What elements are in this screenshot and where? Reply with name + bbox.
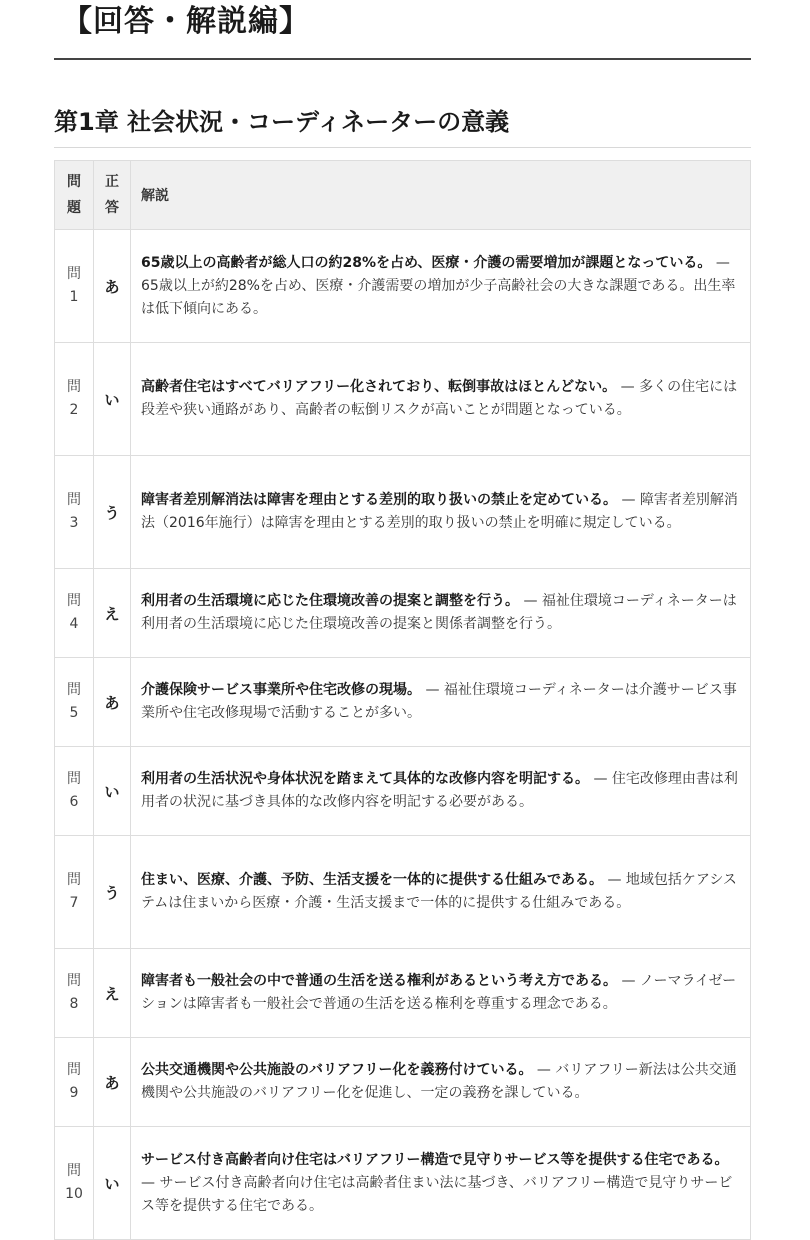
table-row [55,658,751,747]
explanation-cell [131,569,751,658]
answer-note: — バリアフリー新法は公共交通機関や公共施設のバリアフリー化を促進し、一定の義務を課している。 [141,1062,737,1101]
explanation-cell [131,949,751,1038]
answer-cell: え [94,569,131,658]
answer-cell: あ [94,230,131,343]
header-question: 問 題 [55,161,94,230]
answer-statement: 高齢者住宅はすべてバリアフリー化されており、転倒事故はほとんどない。 [141,379,617,395]
answer-cell: い [94,1127,131,1240]
table-row [55,949,751,1038]
table-row [55,343,751,456]
header-explanation: 解説 [131,161,751,230]
chapter-title: 第1章 社会状況・コーディネーターの意義 [54,108,510,136]
answer-cell: う [94,456,131,569]
explanation-cell [131,343,751,456]
answer-statement: 介護保険サービス事業所や住宅改修の現場。 [141,682,421,698]
answer-statement: 利用者の生活状況や身体状況を踏まえて具体的な改修内容を明記する。 [141,771,589,787]
question-number-cell: 問 10 [55,1127,94,1240]
answer-cell: い [94,343,131,456]
question-number-cell: 問 7 [55,836,94,949]
question-number-cell: 問 1 [55,230,94,343]
question-number-cell: 問 9 [55,1038,94,1127]
answer-cell: う [94,836,131,949]
answer-note: — 住宅改修理由書は利用者の状況に基づき具体的な改修内容を明記する必要がある。 [141,771,738,810]
explanation-cell [131,747,751,836]
answer-statement: 障害者差別解消法は障害を理由とする差別的取り扱いの禁止を定めている。 [141,492,617,508]
question-number-cell: 問 3 [55,456,94,569]
explanation-cell [131,1127,751,1240]
table-row [55,1127,751,1240]
answer-note: — 障害者差別解消法（2016年施行）は障害を理由とする差別的取り扱いの禁止を明確に規定している。 [141,492,738,531]
table-row [55,230,751,343]
explanation-cell [131,1038,751,1127]
question-number-cell: 問 4 [55,569,94,658]
table-row [55,1038,751,1127]
question-number-cell: 問 5 [55,658,94,747]
answer-statement: 障害者も一般社会の中で普通の生活を送る権利があるという考え方である。 [141,973,617,989]
answer-statement: 65歳以上の高齢者が総人口の約28%を占め、医療・介護の需要増加が課題となっている。 [141,254,712,271]
table-header-row [55,161,751,230]
question-number-cell: 問 6 [55,747,94,836]
explanation-cell [131,456,751,569]
answer-cell: あ [94,1038,131,1127]
answer-cell: え [94,949,131,1038]
answer-note: — 65歳以上が約28%を占め、医療・介護需要の増加が少子高齢社会の大きな課題である。出生率は低下傾向にある。 [141,254,736,317]
table-row [55,836,751,949]
document-title: 【回答・解説編】 [62,4,310,39]
answer-table [54,160,751,1240]
answer-cell: あ [94,658,131,747]
answer-statement: 利用者の生活環境に応じた住環境改善の提案と調整を行う。 [141,593,519,609]
answer-note: — 多くの住宅には段差や狭い通路があり、高齢者の転倒リスクが高いことが問題となっている。 [141,379,738,418]
answer-note: — サービス付き高齢者向け住宅は高齢者住まい法に基づき、バリアフリー構造で見守りサービス等を提供する住宅である。 [141,1174,733,1214]
question-number-cell: 問 8 [55,949,94,1038]
title-divider [54,58,751,60]
chapter-divider [54,147,751,148]
explanation-cell [131,836,751,949]
answer-cell: い [94,747,131,836]
table-row [55,569,751,658]
answer-note: — 福祉住環境コーディネーターは利用者の生活環境に応じた住環境改善の提案と関係者調整を行う。 [141,593,737,632]
answer-statement: 住まい、医療、介護、予防、生活支援を一体的に提供する仕組みである。 [141,872,603,888]
answer-statement: サービス付き高齢者向け住宅はバリアフリー構造で見守りサービス等を提供する住宅である。 [141,1151,729,1168]
header-answer: 正 答 [94,161,131,230]
table-row [55,747,751,836]
table-row [55,456,751,569]
question-number-cell: 問 2 [55,343,94,456]
explanation-cell [131,658,751,747]
answer-note: — ノーマライゼーションは障害者も一般社会で普通の生活を送る権利を尊重する理念である。 [141,973,737,1012]
answer-note: — 福祉住環境コーディネーターは介護サービス事業所や住宅改修現場で活動することが多い。 [141,682,737,721]
explanation-cell [131,230,751,343]
answer-note: — 地域包括ケアシステムは住まいから医療・介護・生活支援まで一体的に提供する仕組みである。 [141,872,737,911]
answer-statement: 公共交通機関や公共施設のバリアフリー化を義務付けている。 [141,1062,533,1078]
